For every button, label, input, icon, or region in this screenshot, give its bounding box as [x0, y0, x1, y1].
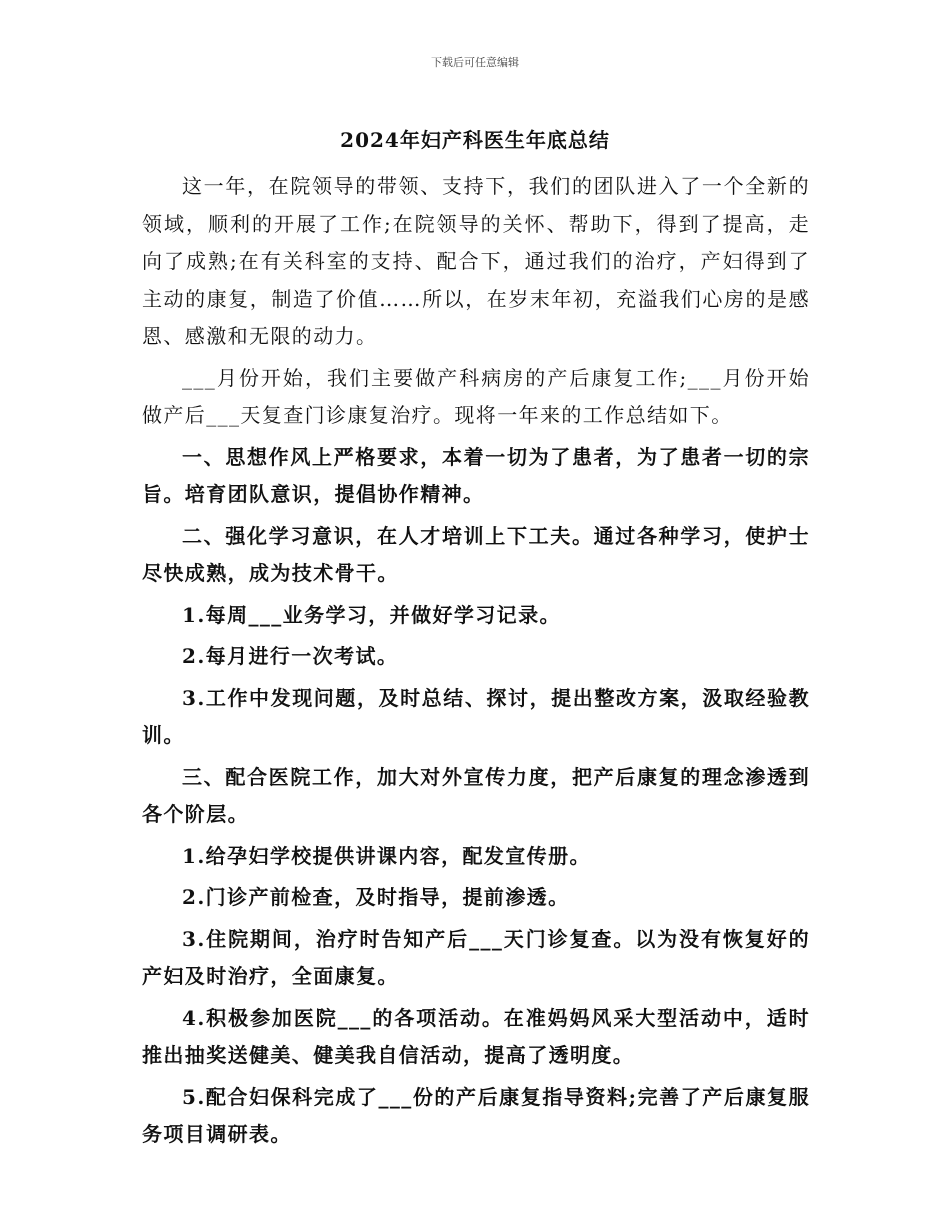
- paragraph-intro: 这一年，在院领导的带领、支持下，我们的团队进入了一个全新的领域，顺利的开展了工作;在院领导的关怀、帮助下，得到了提高，走向了成熟;在有关科室的支持、配合下，通过我们的治疗，产妇得到了主动的康复，制造了价值……所以，在岁末年初，充溢我们心房的是感恩、感激和无限的动力。: [142, 174, 810, 348]
- page-header: 下载后可任意编辑: [431, 56, 519, 69]
- paragraph-overview: ___月份开始，我们主要做产科病房的产后康复工作;___月份开始做产后___天复查门诊康复治疗。现将一年来的工作总结如下。: [142, 365, 810, 427]
- section-heading-3: 三、配合医院工作，加大对外宣传力度，把产后康复的理念渗透到各个阶层。: [142, 764, 810, 826]
- list-item: 2.门诊产前检查，及时指导，提前渗透。: [182, 885, 570, 909]
- list-item: 4.积极参加医院___的各项活动。在准妈妈风采大型活动中，适时推出抽奖送健美、健美我自信活动，提高了透明度。: [142, 1005, 810, 1067]
- document-body: [142, 168, 810, 1158]
- list-item: 2.每月进行一次考试。: [182, 644, 399, 668]
- section-heading-2: 二、强化学习意识，在人才培训上下工夫。通过各种学习，使护士尽快成熟，成为技术骨干。: [142, 523, 810, 585]
- list-item: 3.住院期间，治疗时告知产后___天门诊复查。以为没有恢复好的产妇及时治疗，全面康复。: [142, 926, 810, 988]
- list-item: 1.每周___业务学习，并做好学习记录。: [182, 602, 561, 627]
- section-heading-1: 一、思想作风上严格要求，本着一切为了患者，为了患者一切的宗旨。培育团队意识，提倡协作精神。: [142, 444, 810, 506]
- list-item: 5.配合妇保科完成了___份的产后康复指导资料;完善了产后康复服务项目调研表。: [142, 1084, 810, 1146]
- list-item: 1.给孕妇学校提供讲课内容，配发宣传册。: [182, 843, 591, 868]
- list-item: 3.工作中发现问题，及时总结、探讨，提出整改方案，汲取经验教训。: [142, 685, 810, 747]
- document-title: 2024年妇产科医生年底总结: [340, 128, 610, 152]
